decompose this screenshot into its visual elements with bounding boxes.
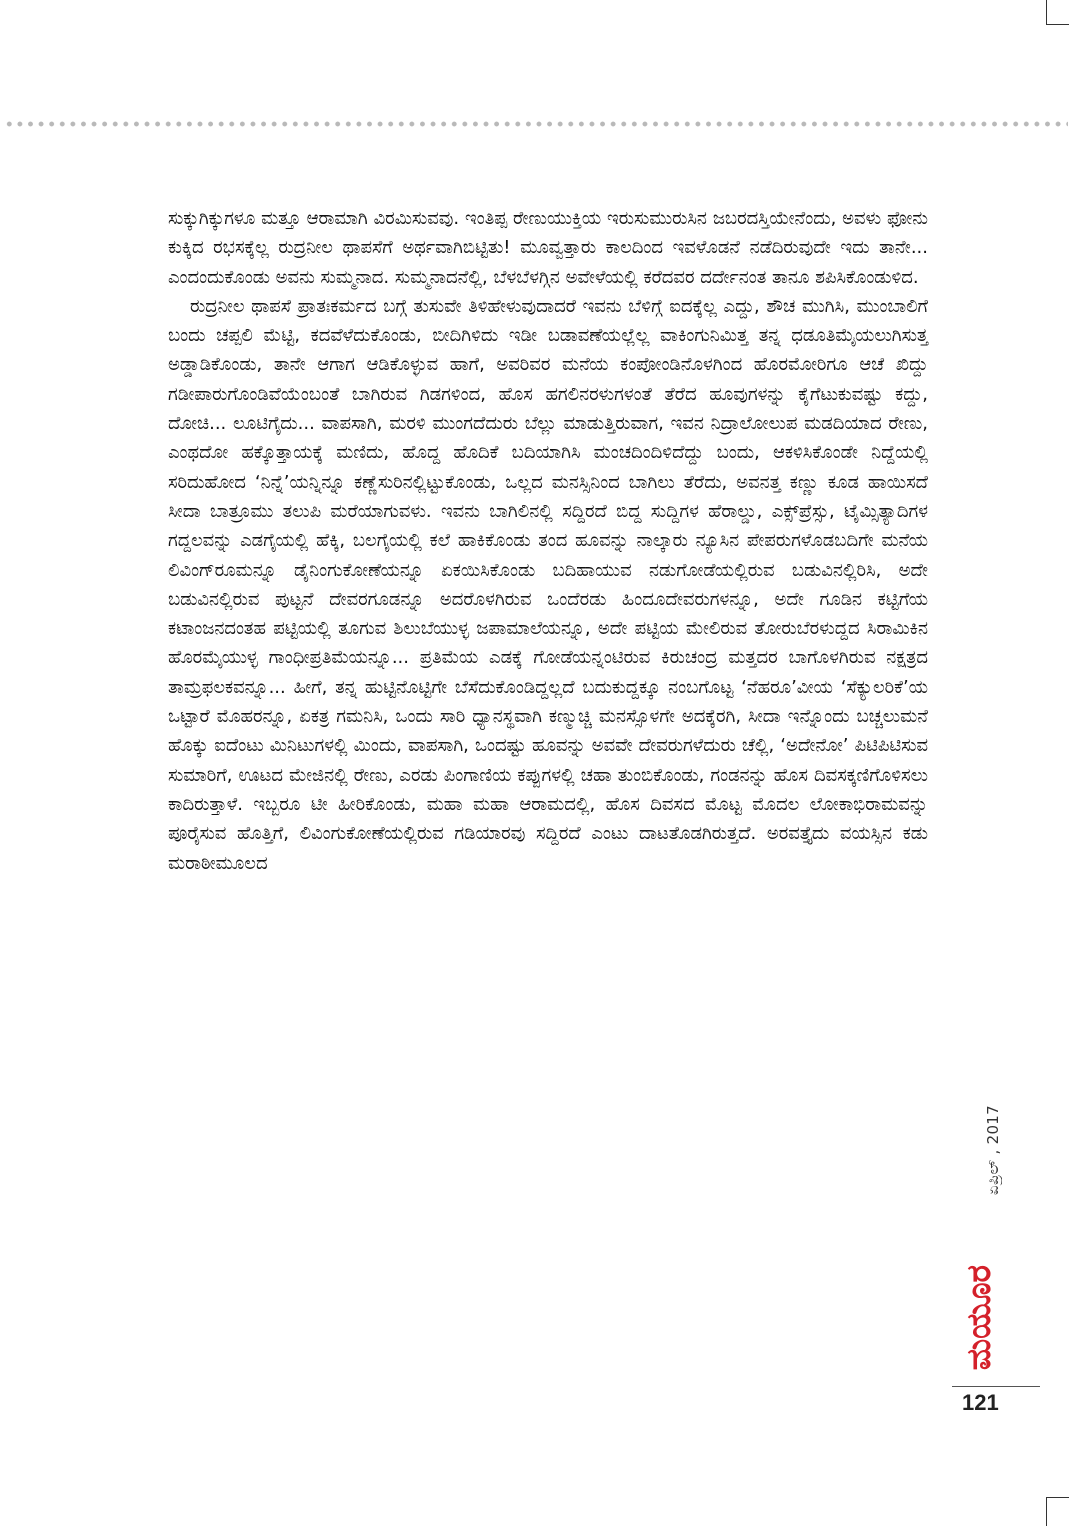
paragraph-2: ರುದ್ರನೀಲ ಥಾಪಸೆ ಪ್ರಾತಃಕರ್ಮದ ಬಗ್ಗೆ ತುಸುವೇ ತಿಳಿಹೇಳುವುದಾದರೆ ಇವನು ಬೆಳಿಗ್ಗೆ ಐದಕ್ಕೆಲ್ಲ ಎದ್ದು, ಶೌಚ ಮುಗಿಸಿ, ಮುಂಬಾಲಿಗೆ ಬಂದು ಚಪ್ಪಲಿ ಮೆಟ್ಟಿ, ಕದವೆಳೆದುಕೊಂಡು, ಬೀದಿಗಿಳಿದು ಇಡೀ ಬಡಾವಣೆಯಲ್ಲೆಲ್ಲ ವಾಕಿಂಗುನಿಮಿತ್ತ ತನ್ನ ಧಡೂತಿಮೈಯಲುಗಿಸುತ್ತ ಅಡ್ಡಾಡಿಕೊಂಡು, ತಾನೇ ಆಗಾಗ ಆಡಿಕೊಳ್ಳುವ ಹಾಗೆ, ಅವರಿವರ ಮನೆಯ ಕಂಪೋಂಡಿನೊಳಗಿಂದ ಹೊರಮೋರಿಗೂ ಆಚೆ ಖಿದ್ದು ಗಡೀಪಾರುಗೊಂಡಿವೆಯೆಂಬಂತೆ ಬಾಗಿರುವ ಗಿಡಗಳಿಂದ, ಹೊಸ ಹಗಲಿನರಳುಗಳಂತೆ ತೆರೆದ ಹೂವುಗಳನ್ನು ಕೈಗೆಟುಕುವಷ್ಟು ಕದ್ದು, ದೋಚಿ... ಲೂಟಿಗೈದು... ವಾಪಸಾಗಿ, ಮರಳಿ ಮುಂಗದೆದುರು ಬೆಲ್ಲು ಮಾಡುತ್ತಿರುವಾಗ, ಇವನ ನಿದ್ರಾಲೋಲುಪ ಮಡದಿಯಾದ ರೇಣು, ಎಂಥದೋ ಹಕ್ಕೊತ್ತಾಯಕ್ಕೆ ಮಣಿದು, ಹೊದ್ದ ಹೊದಿಕೆ ಬದಿಯಾಗಿಸಿ ಮಂಚದಿಂದಿಳಿದೆದ್ದು ಬಂದು, ಆಕಳಿಸಿಕೊಂಡೇ ನಿದ್ದೆಯಲ್ಲಿ ಸರಿದುಹೋದ ‘ನಿನ್ನೆ’ಯನ್ನಿನ್ನೂ ಕಣ್ಣೆಸುರಿನಲ್ಲಿಟ್ಟುಕೊಂಡು, ಒಲ್ಲದ ಮನಸ್ಸಿನಿಂದ ಬಾಗಿಲು ತೆರೆದು, ಅವನತ್ತ ಕಣ್ಣು ಕೂಡ ಹಾಯಿಸದೆ ಸೀದಾ ಬಾತ್ರೂಮು ತಲುಪಿ ಮರೆಯಾಗುವಳು. ಇವನು ಬಾಗಿಲಿನಲ್ಲಿ ಸದ್ದಿರದೆ ಬಿದ್ದ ಸುದ್ದಿಗಳ ಹೆರಾಲ್ಡು, ಎಕ್ಸ್‌ಪ್ರೆಸ್ಸು, ಟೈಮ್ಸಿತ್ಯಾದಿಗಳ ಗದ್ದಲವನ್ನು ಎಡಗೈಯಲ್ಲಿ ಹೆಕ್ಕಿ, ಬಲಗೈಯಲ್ಲಿ ಕಲೆ ಹಾಕಿಕೊಂಡು ತಂದ ಹೂವನ್ನು ನಾಲ್ಕಾರು ನ್ಯೂಸಿನ ಪೇಪರುಗಳೊಡಬದಿಗೇ ಮನೆಯ ಲಿವಿಂಗ್‌ರೂಮನ್ನೂ ಡೈನಿಂಗುಕೋಣೆಯನ್ನೂ ಏಕಯಿಸಿಕೊಂಡು ಬದಿಹಾಯುವ ನಡುಗೋಡೆಯಲ್ಲಿರುವ ಬಡುವಿನಲ್ಲಿರಿಸಿ, ಅದೇ ಬಡುವಿನಲ್ಲಿರುವ ಪುಟ್ಟನೆ ದೇವರಗೂಡನ್ನೂ ಅದರೊಳಗಿರುವ ಒಂದೆರಡು ಹಿಂದೂದೇವರುಗಳನ್ನೂ, ಅದೇ ಗೂಡಿನ ಕಟ್ಟಿಗೆಯ ಕಟಾಂಜನದಂತಹ ಪಟ್ಟಿಯಲ್ಲಿ ತೂಗುವ ಶಿಲುಬೆಯುಳ್ಳ ಜಪಾಮಾಲೆಯನ್ನೂ, ಅದೇ ಪಟ್ಟಿಯ ಮೇಲಿರುವ ತೋರುಬೆರಳುದ್ದದ ಸಿರಾಮಿಕಿನ ಹೊರಮೈಯುಳ್ಳ ಗಾಂಧೀಪ್ರತಿಮೆಯನ್ನೂ... ಪ್ರತಿಮೆಯ ಎಡಕ್ಕೆ ಗೋಡೆಯನ್ನಂಟಿರುವ ಕಿರುಚಂದ್ರ ಮತ್ತದರ ಬಾಗೊಳಗಿರುವ ನಕ್ಷತ್ರದ ತಾಮ್ರಫಲಕವನ್ನೂ... ಹೀಗೆ, ತನ್ನ ಹುಟ್ಟಿನೊಟ್ಟಿಗೇ ಬೆಸೆದುಕೊಂಡಿದ್ದಲ್ಲದೆ ಬದುಕುದ್ದಕ್ಕೂ ನಂಬಗೊಟ್ಟ ‘ನೆಹರೂ’ವೀಯ ‘ಸೆಕ್ಯುಲರಿಕೆ’ಯ ಒಟ್ಟಾರೆ ಮೊಹರನ್ನೂ, ಏಕತ್ರ ಗಮನಿಸಿ, ಒಂದು ಸಾರಿ ಧ್ಯಾನಸ್ಥವಾಗಿ ಕಣ್ಮುಚ್ಚಿ ಮನಸ್ಸೊಳಗೇ ಅದಕ್ಕೆರಗಿ, ಸೀದಾ ಇನ್ನೊಂದು ಬಚ್ಚಲುಮನೆ ಹೊಕ್ಕು ಐದೆಂಟು ಮಿನಿಟುಗಳಲ್ಲಿ ಮಿಂದು, ವಾಪಸಾಗಿ, ಒಂದಷ್ಟು ಹೂವನ್ನು ಅವವೇ ದೇವರುಗಳೆದುರು ಚೆಲ್ಲಿ, ‘ಅದೇನೋ’ ಪಿಟಿಪಿಟಿಸುವ ಸುಮಾರಿಗೆ, ಊಟದ ಮೇಜಿನಲ್ಲಿ ರೇಣು, ಎರಡು ಪಿಂಗಾಣಿಯ ಕಪ್ಪುಗಳಲ್ಲಿ ಚಹಾ ತುಂಬಿಕೊಂಡು, ಗಂಡನನ್ನು ಹೊಸ ದಿವಸಕ್ಕಣಿಗೊಳಿಸಲು ಕಾದಿರುತ್ತಾಳೆ. ಇಬ್ಬರೂ ಟೀ ಹೀರಿಕೊಂಡು, ಮಹಾ ಮಹಾ ಆರಾಮದಲ್ಲಿ, ಹೊಸ ದಿವಸದ ಮೊಟ್ಟ ಮೊದಲ ಲೋಕಾಭಿರಾಮವನ್ನು ಪೂರೈಸುವ ಹೊತ್ತಿಗೆ, ಲಿವಿಂಗುಕೋಣೆಯಲ್ಲಿರುವ ಗಡಿಯಾರವು ಸದ್ದಿರದೆ ಎಂಟು ದಾಟತೊಡಗಿರುತ್ತದೆ. ಅರವತ್ತೈದು ವಯಸ್ಸಿನ ಕಡು ಮರಾಠೀಮೂಲದ xyxy=(168,295,928,874)
dotted-header-rule xyxy=(4,121,1068,127)
magazine-logo: ಮಯೂರ xyxy=(959,1265,998,1371)
article-body xyxy=(168,204,928,878)
page-number: 121 xyxy=(962,1390,999,1415)
magazine-sidebar xyxy=(959,1105,1010,1373)
page-number-rule xyxy=(952,1386,1040,1387)
paragraph-1: ಸುಕ್ಕುಗಿಕ್ಕುಗಳೂ ಮತ್ತೂ ಆರಾಮಾಗಿ ವಿರಮಿಸುವವು. ಇಂತಿಪ್ಪ ರೇಣುಯುಕ್ತಿಯ ಇರುಸುಮುರುಸಿನ ಜಬರದಸ್ತಿಯೇನೆಂದು, ಅವಳು ಫೋನು ಕುಕ್ಕಿದ ರಭಸಕ್ಕೆಲ್ಲ ರುದ್ರನೀಲ ಥಾಪಸೆಗೆ ಅರ್ಥವಾಗಿಬಿಟ್ಟಿತು! ಮೂವ್ವತ್ತಾರು ಕಾಲದಿಂದ ಇವಳೊಡನೆ ನಡೆದಿರುವುದೇ ಇದು ತಾನೇ... ಎಂದಂದುಕೊಂಡು ಅವನು ಸುಮ್ಮನಾದ. ಸುಮ್ಮನಾದನೆಲ್ಲಿ, ಬೆಳಬೆಳಗ್ಗಿನ ಅವೇಳೆಯಲ್ಲಿ ಕರೆದವರ ದರ್ದೇನಂತ ತಾನೂ ಶಪಿಸಿಕೊಂಡುಳಿದ. xyxy=(168,208,928,288)
crop-mark-bottom xyxy=(1046,1497,1069,1526)
issue-dateline: ಏಪ್ರಿಲ್ , 2017 xyxy=(984,1105,1002,1196)
crop-mark-top xyxy=(1046,0,1069,25)
